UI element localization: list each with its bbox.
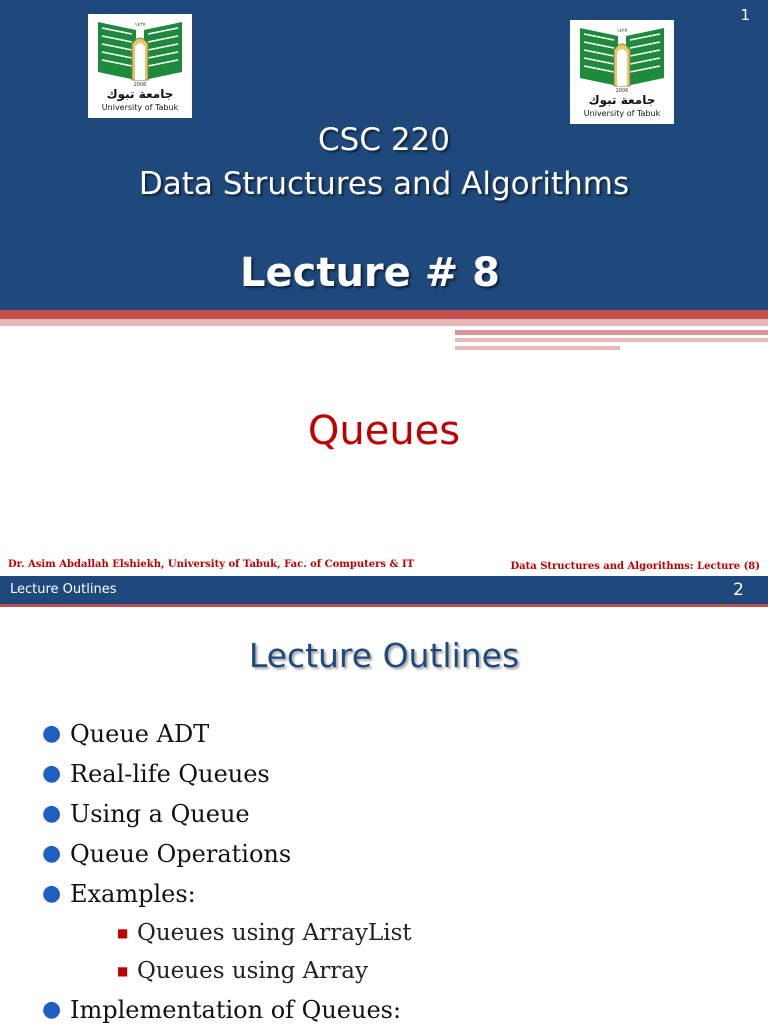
logo-arabic-name: جامعة تبوك <box>588 93 656 107</box>
round-bullet-icon: ● <box>42 801 62 826</box>
divider-stripe <box>0 310 768 319</box>
divider-stripe <box>455 346 620 350</box>
list-item <box>42 714 412 754</box>
divider-stripe <box>455 330 768 335</box>
outline-list <box>42 714 412 1030</box>
list-item-text: Queues using ArrayList <box>137 920 412 946</box>
round-bullet-icon: ● <box>42 881 62 906</box>
logo-year-top: ١٤٢٧ <box>134 22 146 28</box>
slide2-header-title: Lecture Outlines <box>10 582 117 597</box>
logo-year-bottom: 2006 <box>133 82 147 88</box>
lecture-topic: Queues <box>307 408 461 454</box>
course-title-block <box>0 118 768 206</box>
round-bullet-icon: ● <box>42 761 62 786</box>
list-item <box>42 874 412 914</box>
list-item <box>42 794 412 834</box>
list-item <box>42 990 412 1030</box>
slide2-header-underline <box>0 604 768 607</box>
round-bullet-icon: ● <box>42 841 62 866</box>
slide2-page-number: 2 <box>733 580 744 600</box>
university-logo-left <box>88 14 192 118</box>
square-bullet-icon: ■ <box>117 926 129 940</box>
sub-list-item <box>42 952 412 990</box>
list-item-text: Examples: <box>70 880 196 908</box>
round-bullet-icon: ● <box>42 721 62 746</box>
university-logo-icon <box>570 20 674 124</box>
sub-list-item <box>42 914 412 952</box>
course-code: CSC 220 <box>318 122 450 158</box>
list-item-text: Queues using Array <box>137 958 368 984</box>
slide2-heading: Lecture Outlines <box>248 636 520 675</box>
square-bullet-icon: ■ <box>117 964 129 978</box>
logo-english-name: University of Tabuk <box>101 103 179 112</box>
logo-english-name: University of Tabuk <box>583 109 661 118</box>
logo-year-top: ١٤٢٧ <box>616 28 628 34</box>
list-item-text: Real-life Queues <box>70 760 270 788</box>
logo-year-bottom: 2006 <box>615 88 629 94</box>
list-item-text: Using a Queue <box>70 800 250 828</box>
list-item <box>42 834 412 874</box>
logo-arabic-name: جامعة تبوك <box>106 87 174 101</box>
divider-stripe <box>0 319 768 326</box>
lecture-number: Lecture # 8 <box>240 250 500 296</box>
slide1-footer-author: Dr. Asim Abdallah Elshiekh, University of Tabuk, Fac. of Computers & IT <box>8 559 415 570</box>
university-logo-icon <box>88 14 192 118</box>
slide1-footer-course: Data Structures and Algorithms: Lecture (8) <box>510 561 760 572</box>
list-item-text: Queue Operations <box>70 840 292 868</box>
list-item <box>42 754 412 794</box>
slide1-page-number: 1 <box>740 6 750 24</box>
list-item-text: Queue ADT <box>70 720 210 748</box>
university-logo-right <box>570 20 674 124</box>
divider-stripe <box>455 338 768 342</box>
list-item-text: Implementation of Queues: <box>70 996 402 1024</box>
slide2-header-bar <box>0 576 768 604</box>
course-title: Data Structures and Algorithms <box>138 166 630 202</box>
round-bullet-icon: ● <box>42 997 62 1022</box>
